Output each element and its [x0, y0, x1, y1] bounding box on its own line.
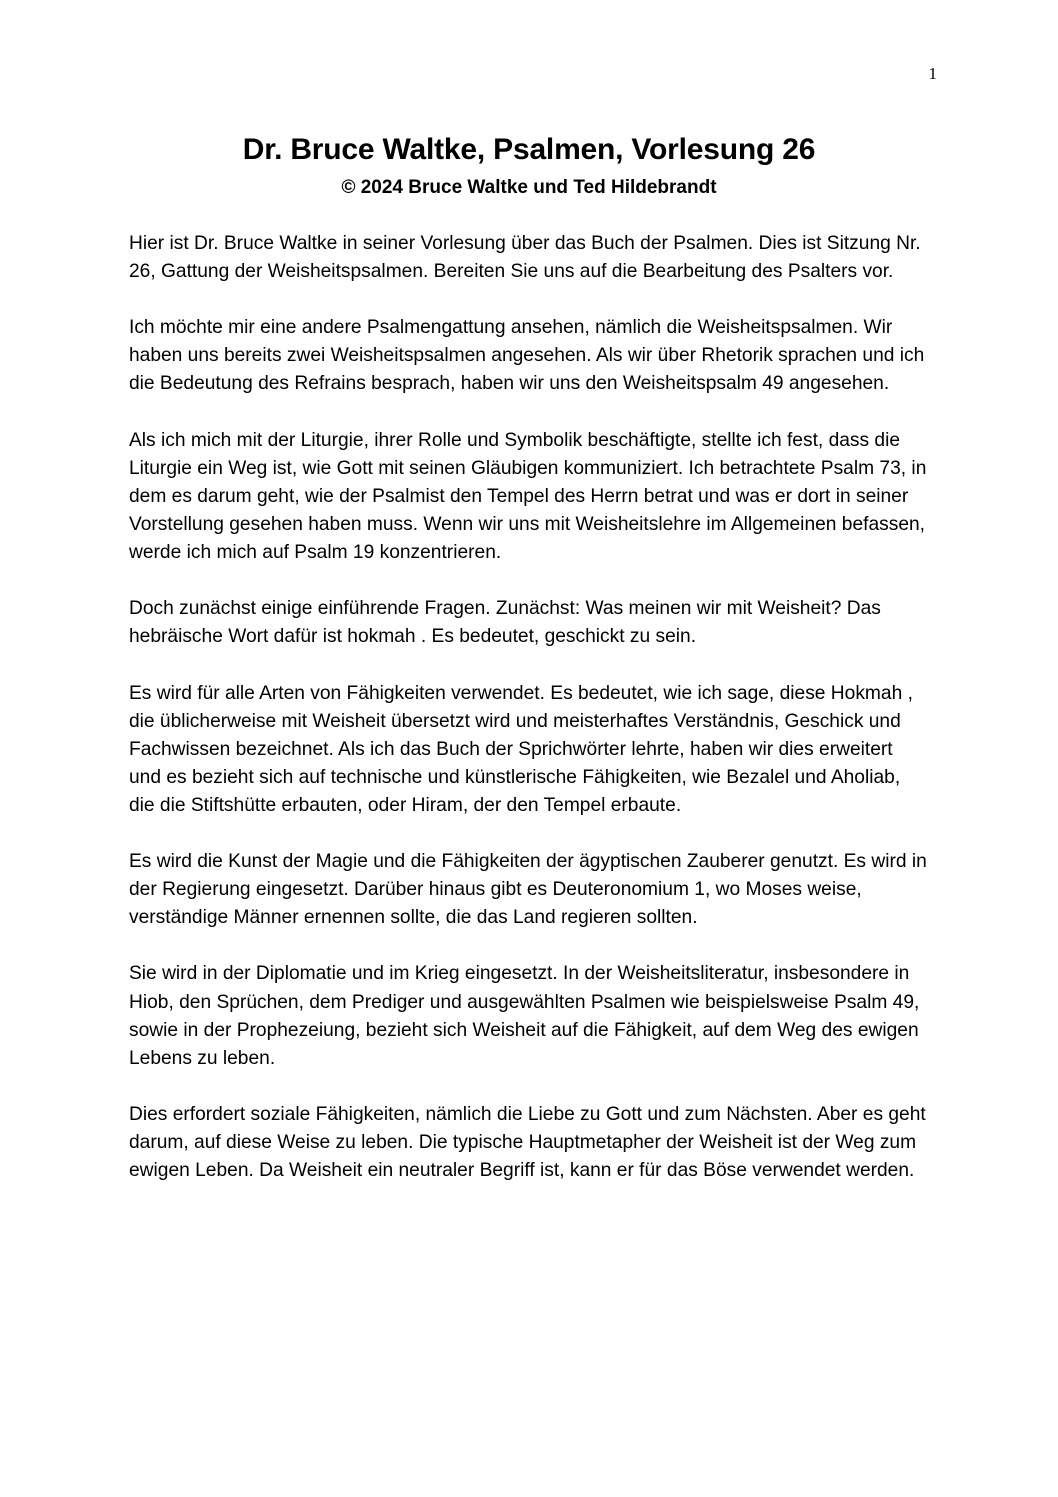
- paragraph: Doch zunächst einige einführende Fragen. Zunächst: Was meinen wir mit Weisheit? Das hebräische Wort dafür ist hokmah . Es bedeutet, geschickt zu sein.: [129, 598, 881, 648]
- paragraph: Sie wird in der Diplomatie und im Krieg eingesetzt. In der Weisheitsliteratur, insbesondere in Hiob, den Sprüchen, dem Prediger und ausgewählten Psalmen wie beispielsweise Psalm 49, sowie in der Prophezeiung, bezieht sich Weisheit auf die Fähigkeit, auf dem Weg des ewigen Lebens zu leben.: [129, 963, 920, 1069]
- paragraph: Ich möchte mir eine andere Psalmengattung ansehen, nämlich die Weisheitspsalmen. Wir haben uns bereits zwei Weisheitspsalmen angesehen. Als wir über Rhetorik sprachen und ich die Bedeutung des Refrains besprach, haben wir uns den Weisheitspsalm 49 angesehen.: [129, 317, 925, 395]
- paragraph: Es wird für alle Arten von Fähigkeiten verwendet. Es bedeutet, wie ich sage, diese Hokmah , die üblicherweise mit Weisheit übersetzt wird und meisterhaftes Verständnis, Geschick und Fachwissen bezeichnet. Als ich das Buch der Sprichwörter lehrte, haben wir dies erweitert und es bezieht sich auf technische und künstlerische Fähigkeiten, wie Bezalel und Aholiab, die die Stiftshütte erbauten, oder Hiram, der den Tempel erbaute.: [129, 682, 913, 816]
- document-body: [129, 230, 929, 1213]
- page-number: 1: [928, 64, 937, 83]
- copyright-line: © 2024 Bruce Waltke und Ted Hildebrandt: [341, 177, 717, 198]
- paragraph: Hier ist Dr. Bruce Waltke in seiner Vorlesung über das Buch der Psalmen. Dies ist Sitzung Nr. 26, Gattung der Weisheitspsalmen. Bereiten Sie uns auf die Bearbeitung des Psalters vor.: [129, 233, 921, 283]
- paragraph: Dies erfordert soziale Fähigkeiten, nämlich die Liebe zu Gott und zum Nächsten. Aber es geht darum, auf diese Weise zu leben. Die typische Hauptmetapher der Weisheit ist der Weg zum ewigen Leben. Da Weisheit ein neutraler Begriff ist, kann er für das Böse verwendet werden.: [129, 1103, 926, 1182]
- page-title: Dr. Bruce Waltke, Psalmen, Vorlesung 26: [242, 133, 816, 166]
- paragraph: Als ich mich mit der Liturgie, ihrer Rolle und Symbolik beschäftigte, stellte ich fest, dass die Liturgie ein Weg ist, wie Gott mit seinen Gläubigen kommuniziert. Ich betrachtete Psalm 73, in dem es darum geht, wie der Psalmist den Tempel des Herrn betrat und was er dort in seiner Vorstellung gesehen haben muss. Wenn wir uns mit Weisheitslehre im Allgemeinen befassen, werde ich mich auf Psalm 19 konzentrieren.: [129, 429, 927, 564]
- paragraph: Es wird die Kunst der Magie und die Fähigkeiten der ägyptischen Zauberer genutzt. Es wird in der Regierung eingesetzt. Darüber hinaus gibt es Deuteronomium 1, wo Moses weise, verständige Männer ernennen sollte, die das Land regieren sollten.: [129, 851, 927, 929]
